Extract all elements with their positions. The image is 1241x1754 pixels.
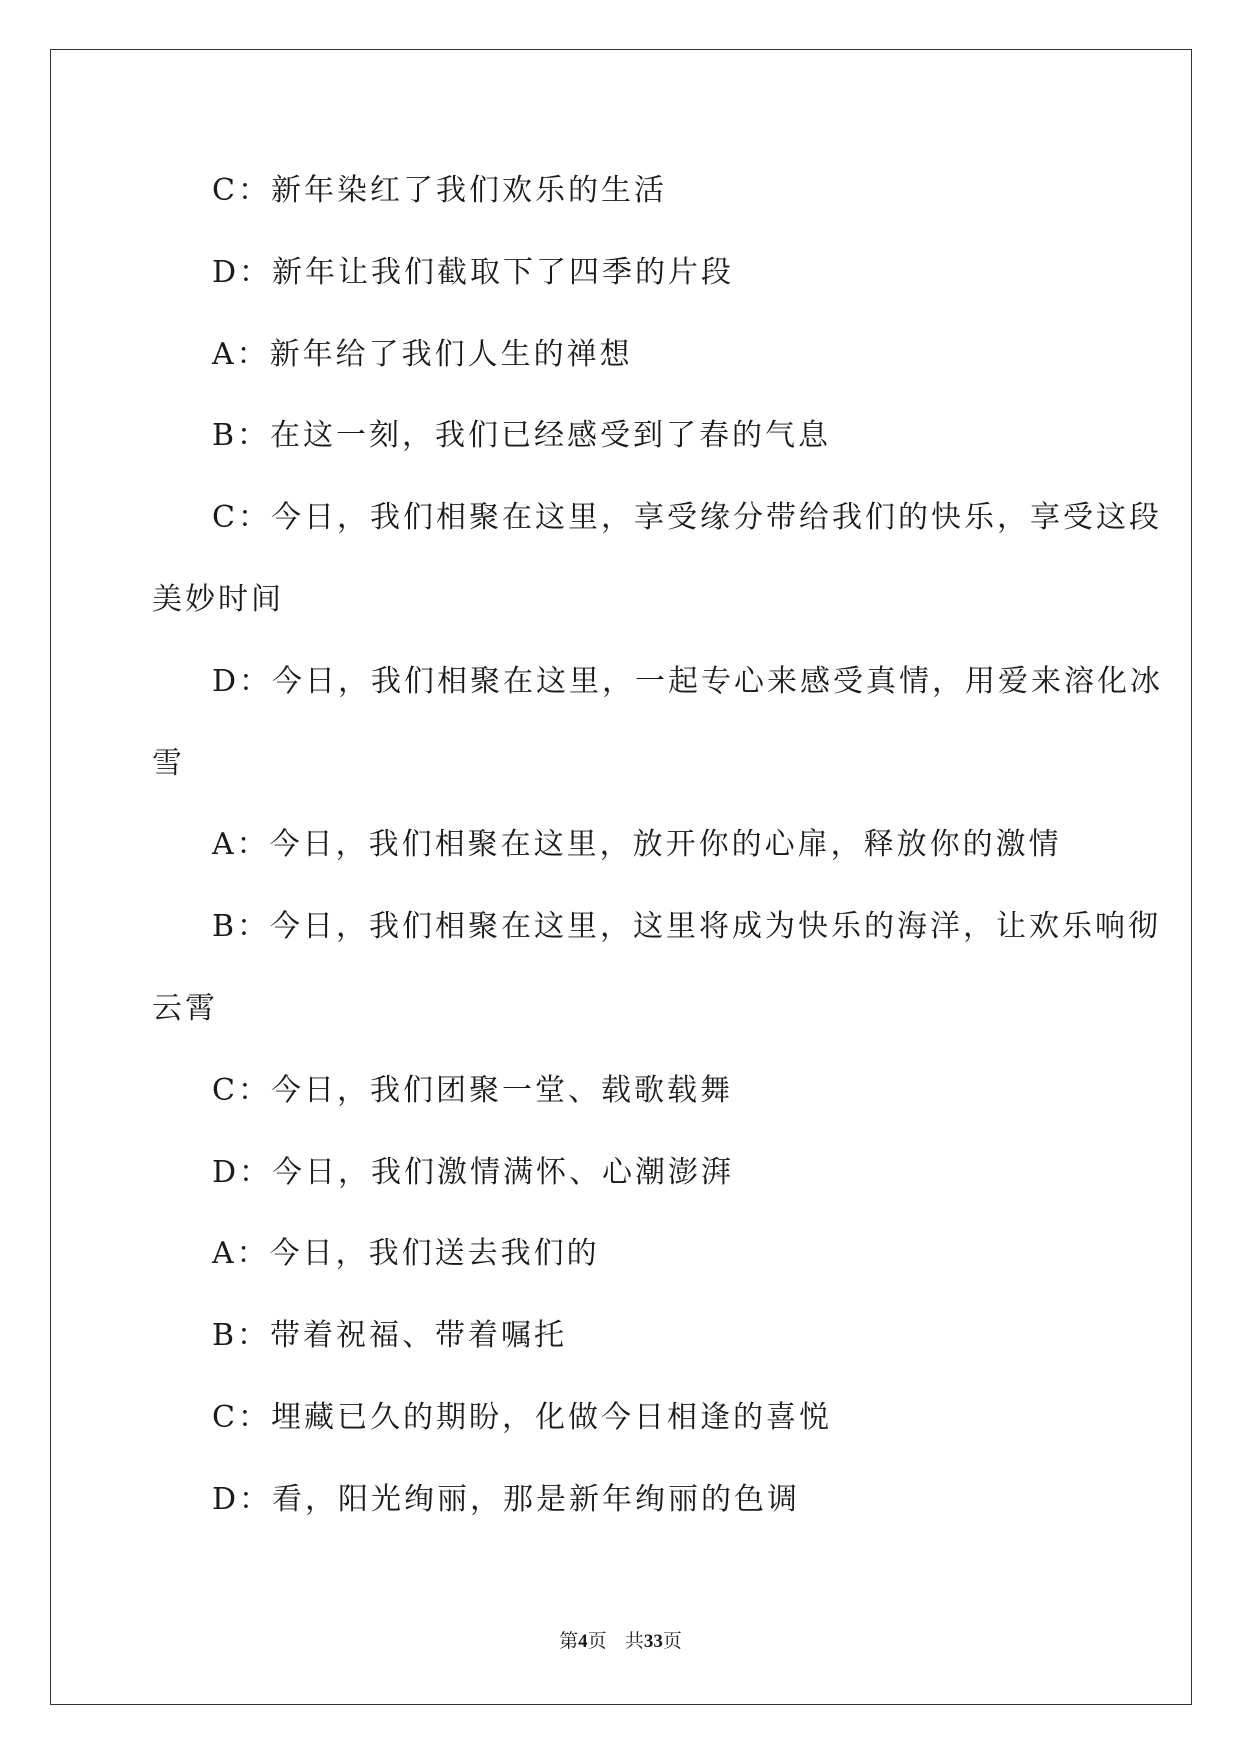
paragraph-line: A：今日，我们相聚在这里，放开你的心扉，释放你的激情 (212, 827, 1062, 863)
paragraph-line-continuation: 美妙时间 (152, 581, 284, 617)
total-suffix: 页 (662, 1630, 682, 1652)
paragraph-line-continuation: 雪 (152, 745, 185, 781)
paragraph-line: D：今日，我们激情满怀、心潮澎湃 (212, 1154, 735, 1190)
paragraph-line-continuation: 云霄 (152, 990, 218, 1026)
paragraph-line: C：新年染红了我们欢乐的生活 (212, 173, 667, 208)
paragraph-line: C：埋藏已久的期盼，化做今日相逢的喜悦 (212, 1399, 832, 1435)
paragraph-line: C：今日，我们团聚一堂、载歌载舞 (212, 1072, 733, 1108)
paragraph-line: D：看，阳光绚丽，那是新年绚丽的色调 (212, 1481, 801, 1517)
paragraph-line: C：今日，我们相聚在这里，享受缘分带给我们的快乐，享受这段 (212, 500, 1162, 536)
total-prefix: 共 (624, 1630, 644, 1652)
paragraph-line: D：今日，我们相聚在这里，一起专心来感受真情，用爱来溶化冰 (212, 663, 1164, 699)
paragraph-line: A：新年给了我们人生的禅想 (212, 336, 633, 372)
paragraph-line: B：带着祝福、带着嘱托 (212, 1318, 568, 1354)
paragraph-line: A：今日，我们送去我们的 (212, 1236, 600, 1272)
page-footer (0, 1629, 1241, 1654)
page-total: 33 (643, 1631, 663, 1652)
document-body (152, 166, 1164, 1557)
paragraph-line: B：在这一刻，我们已经感受到了春的气息 (212, 418, 832, 454)
page-prefix: 第 (559, 1630, 579, 1652)
page-suffix: 页 (587, 1630, 607, 1652)
paragraph-line: B：今日，我们相聚在这里，这里将成为快乐的海洋，让欢乐响彻 (212, 909, 1162, 945)
paragraph-line: D：新年让我们截取下了四季的片段 (212, 254, 735, 290)
page-number: 4 (578, 1631, 588, 1652)
